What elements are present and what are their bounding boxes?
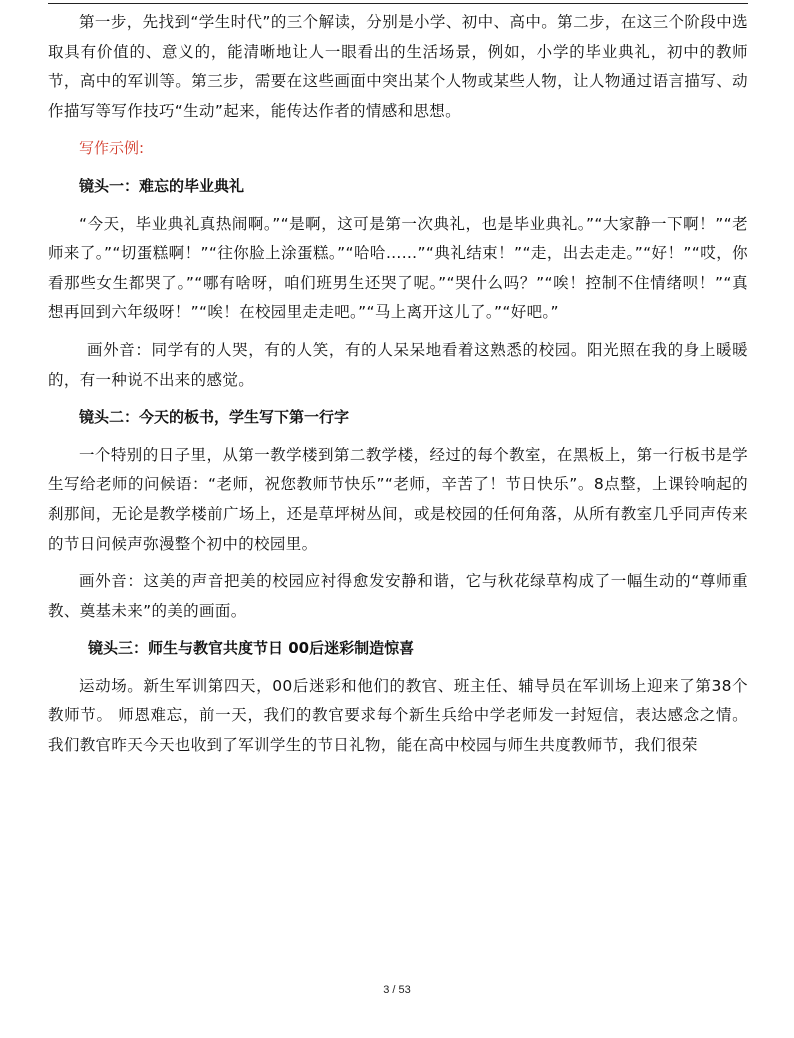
top-rule bbox=[48, 3, 748, 4]
example-label: 写作示例: bbox=[79, 139, 145, 158]
section2-voiceover: 画外音：这美的声音把美的校园应衬得愈发安静和谐，它与秋花绿草构成了一幅生动的“尊师重教、奠基未来”的美的画面。 bbox=[48, 572, 748, 620]
section3-body: 运动场。新生军训第四天，00后迷彩和他们的教官、班主任、辅导员在军训场上迎来了第38个教师节。 师恩难忘，前一天，我们的教官要求每个新生兵给中学老师发一封短信，表达感念之情。我们教官昨天今天也收到了军训学生的节日礼物，能在高中校园与师生共度教师节，我们很荣 bbox=[48, 676, 748, 755]
section1-voiceover: 画外音：同学有的人哭，有的人笑，有的人呆呆地看着这熟悉的校园。阳光照在我的身上暖暖的，有一种说不出来的感觉。 bbox=[48, 340, 748, 389]
page-indicator: 3 / 53 bbox=[383, 984, 411, 996]
intro-paragraph: 第一步，先找到“学生时代”的三个解读，分别是小学、初中、高中。第二步，在这三个阶段中选取具有价值的、意义的，能清晰地让人一眼看出的生活场景，例如，小学的毕业典礼，初中的教师节，高中的军训等。第三步，需要在这些画面中突出某个人物或某些人物，让人物通过语言描写、动作描写等写作技巧“生动”起来，能传达作者的情感和思想。 bbox=[48, 13, 748, 120]
section1-heading: 镜头一：难忘的毕业典礼 bbox=[79, 176, 245, 195]
section2-heading: 镜头二：今天的板书，学生写下第一行字 bbox=[79, 408, 350, 427]
document-body bbox=[48, 8, 748, 761]
section2-body: 一个特别的日子里，从第一教学楼到第二教学楼，经过的每个教室，在黑板上，第一行板书是学生写给老师的问候语：“老师，祝您教师节快乐”“老师，辛苦了！节日快乐”。8点整，上课铃响起的刹那间，无论是教学楼前广场上，还是草坪树丛间，或是校园的任何角落，从所有教室几乎同声传来的节日问候声弥漫整个初中的校园里。 bbox=[48, 445, 748, 553]
section1-dialogue: “今天，毕业典礼真热闹啊。”“是啊，这可是第一次典礼，也是毕业典礼。”“大家静一下啊！”“老师来了。”“切蛋糕啊！”“往你脸上涂蛋糕。”“哈哈……”“典礼结束！”“走，出去走走。”“好！”“哎，你看那些女生都哭了。”“哪有啥呀，咱们班男生还哭了呢。”“哭什么吗？”“唉！控制不住情绪呗！”“真想再回到六年级呀！”“唉！在校园里走走吧。”“马上离开这儿了。”“好吧。” bbox=[48, 214, 748, 322]
section3-heading: 镜头三：师生与教官共度节日 00后迷彩制造惊喜 bbox=[88, 639, 415, 658]
